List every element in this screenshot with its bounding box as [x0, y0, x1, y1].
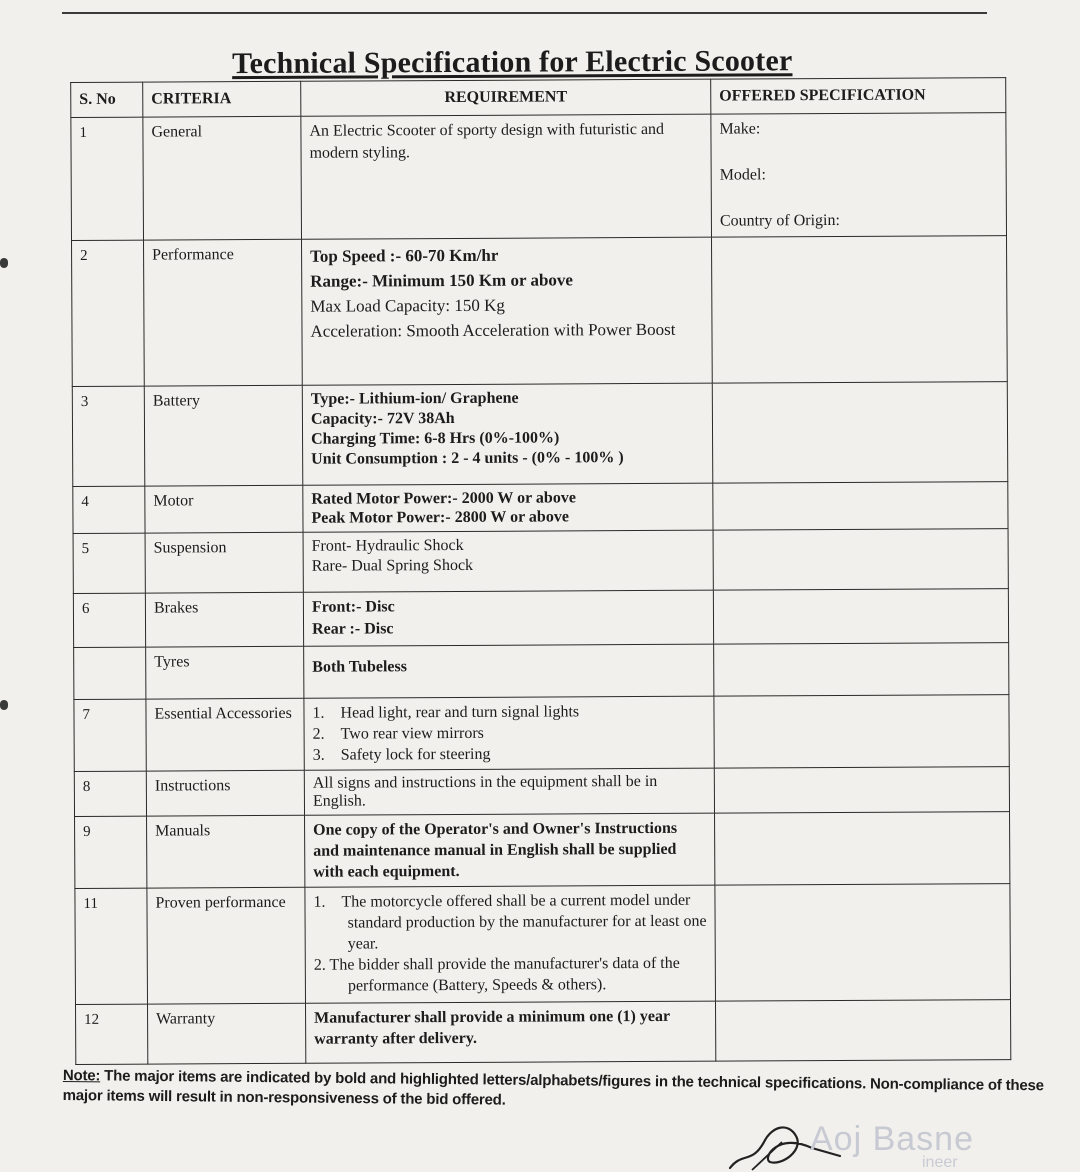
table-row [72, 236, 1008, 387]
row-offered [715, 884, 1011, 1002]
row-number: 9 [75, 816, 147, 888]
requirement-line: Capacity:- 72V 38Ah [310, 409, 455, 428]
row-offered [715, 1000, 1010, 1062]
requirement-line: Acceleration: Smooth Acceleration with Power Boost [310, 319, 676, 341]
header-offered: OFFERED SPECIFICATION [711, 78, 1006, 115]
requirement-line: Both Tubeless [312, 658, 408, 676]
row-number: 4 [73, 486, 145, 533]
row-criteria: Proven performance [147, 887, 306, 1004]
stamp-name: Aoj Basne [810, 1120, 974, 1158]
requirement-line: All signs and instructions in the equipment shall be in English. [312, 772, 658, 810]
row-requirement [305, 885, 716, 1003]
row-number: 12 [76, 1004, 148, 1064]
header-criteria: CRITERIA [143, 81, 301, 117]
row-requirement [304, 768, 714, 815]
requirement-line: Type:- Lithium-ion/ Graphene [310, 389, 519, 408]
row-requirement [303, 530, 713, 592]
row-number: 3 [72, 386, 145, 486]
stamp-subtitle: ineer [922, 1154, 958, 1171]
requirement-line: Charging Time: 6-8 Hrs (0%-100%) [311, 429, 560, 448]
edge-mark [0, 258, 8, 268]
requirement-line: Max Load Capacity: 150 Kg [310, 295, 505, 316]
row-offered [711, 113, 1007, 238]
row-criteria: Tyres [146, 646, 304, 699]
note-text: The major items are indicated by bold and highlighted letters/alphabets/figures in the technical specifications. Non-compliance of these major items will result in non-responsiveness of the bid offered. [62, 1067, 1044, 1109]
row-criteria: Motor [145, 485, 303, 533]
row-requirement [304, 644, 714, 698]
requirement-line: 2. The bidder shall provide the manufacturer's data of the performance (Battery, Speeds & others). [313, 954, 680, 995]
requirement-line: 3. Safety lock for steering [312, 745, 491, 764]
requirement-line: An Electric Scooter of sporty design with futuristic and modern styling. [309, 120, 665, 162]
header-row [71, 78, 1006, 118]
row-number: 2 [72, 240, 145, 386]
row-requirement [302, 237, 713, 385]
edge-mark [0, 700, 8, 710]
requirement-line: Rear :- Disc [312, 620, 394, 638]
row-number: 1 [71, 117, 144, 240]
table-row [72, 382, 1008, 487]
row-criteria: Essential Accessories [146, 698, 304, 771]
row-criteria: General [143, 116, 302, 240]
row-offered [713, 482, 1008, 531]
offered-make: Make: [719, 120, 761, 138]
requirement-line: Front:- Disc [311, 598, 395, 616]
spec-table [70, 77, 1011, 1065]
requirement-line: Rare- Dual Spring Shock [311, 556, 474, 575]
requirement-line: 1. The motorcycle offered shall be a current model under standard production by the manufacturer for at least one year. [313, 891, 707, 953]
requirement-line: Manufacturer shall provide a minimum one (1) year warranty after delivery. [314, 1007, 670, 1048]
table-row [73, 589, 1008, 648]
table-row [75, 812, 1010, 889]
requirement-line: Unit Consumption : 2 - 4 units - (0% - 100% ) [311, 449, 624, 468]
requirement-line: Top Speed :- 60-70 Km/hr [310, 245, 499, 266]
table-row [71, 113, 1007, 241]
offered-model: Model: [719, 166, 766, 184]
row-requirement [302, 383, 713, 485]
row-offered [713, 589, 1008, 645]
row-requirement [301, 114, 712, 239]
row-requirement [303, 483, 713, 532]
row-number [74, 647, 146, 699]
row-criteria: Performance [144, 239, 303, 386]
requirement-line: Range:- Minimum 150 Km or above [310, 270, 573, 291]
requirement-line: Front- Hydraulic Shock [311, 536, 464, 555]
row-requirement [305, 813, 715, 887]
table-row [75, 884, 1011, 1005]
row-offered [714, 643, 1009, 697]
row-offered [715, 812, 1010, 886]
header-sno: S. No [71, 82, 143, 117]
table-row [73, 529, 1008, 594]
table-row [73, 482, 1008, 534]
row-offered [712, 382, 1008, 484]
row-number: 11 [75, 888, 148, 1004]
top-rule [62, 12, 987, 14]
signature-stamp [722, 1112, 992, 1172]
requirement-line: Peak Motor Power:- 2800 W or above [311, 508, 569, 527]
row-offered [714, 695, 1009, 769]
requirement-line: Rated Motor Power:- 2000 W or above [311, 489, 576, 508]
row-number: 7 [74, 699, 146, 771]
row-offered [713, 529, 1008, 591]
row-criteria: Manuals [147, 815, 305, 888]
requirement-line: One copy of the Operator's and Owner's Instructions and maintenance manual in English shall be supplied with each equipment. [313, 819, 678, 881]
table-row [76, 1000, 1011, 1065]
row-criteria: Suspension [145, 532, 303, 593]
note-label: Note: [62, 1067, 101, 1085]
row-requirement [303, 590, 713, 646]
row-criteria: Brakes [145, 592, 303, 647]
row-number: 8 [74, 771, 146, 816]
offered-country: Country of Origin: [719, 211, 840, 230]
row-offered [711, 236, 1007, 384]
row-number: 6 [73, 593, 145, 647]
specification-page [70, 43, 1010, 1065]
requirement-line: 2. Two rear view mirrors [312, 724, 484, 743]
table-row [74, 643, 1009, 700]
row-offered [714, 767, 1009, 814]
row-requirement [304, 696, 714, 770]
requirement-line: 1. Head light, rear and turn signal lights [312, 703, 580, 722]
document-title: Technical Specification for Electric Scooter [231, 44, 793, 81]
row-criteria: Warranty [148, 1003, 306, 1064]
table-row [74, 695, 1009, 772]
footnote [63, 1066, 1053, 1116]
row-number: 5 [73, 533, 145, 593]
row-criteria: Instructions [146, 770, 304, 816]
row-criteria: Battery [144, 385, 303, 486]
row-requirement [306, 1001, 716, 1063]
table-row [74, 767, 1009, 817]
header-requirement: REQUIREMENT [301, 79, 711, 116]
